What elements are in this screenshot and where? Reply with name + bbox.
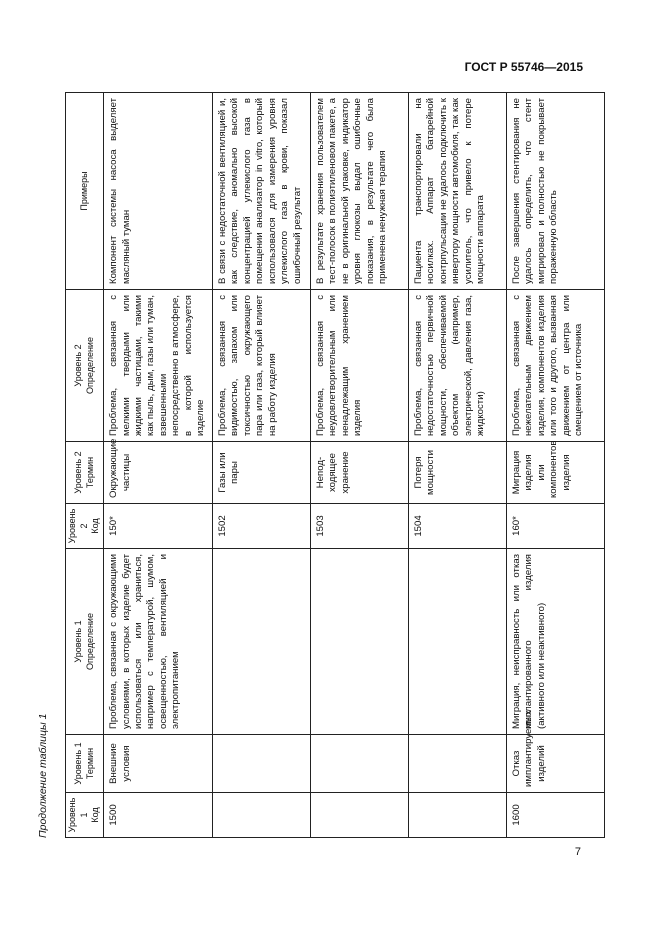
table-row: [310, 93, 408, 838]
cell-examples: После завершения стентирования не удалось определить, что стент мигрировал и полностью не покрывает пораженную область: [506, 93, 604, 290]
cell-l2-definition: Проблема, связанная с недостаточностью первичной мощности, обеспечиваемой объектом (например, электрической, давления газа, жидкости): [408, 290, 506, 442]
cell-l2-code: 160*: [506, 504, 604, 549]
page-number: 7: [574, 846, 581, 858]
cell-l2-code: 1504: [408, 504, 506, 549]
cell-l1-code: [212, 793, 310, 838]
header-l1-code: Уровень 1 Код: [66, 793, 104, 838]
cell-l1-code: 1500: [104, 793, 213, 838]
cell-l2-code: 150*: [104, 504, 213, 549]
header-l1-term: Уровень 1 Термин: [66, 735, 104, 793]
table-header-row: [66, 93, 104, 838]
cell-l1-term: Отказ имплантируемых изделий: [506, 735, 604, 793]
cell-examples: Пациента транспортировали на носилках. Аппарат батарейной контрпульсации не удалось подключить к инвертору мощности автомобиля, так как усилитель, что привело к потере мощности аппарата: [408, 93, 506, 290]
classification-table: [65, 92, 605, 838]
rotated-table-region: [37, 93, 585, 838]
cell-l1-term: Внешние условия: [104, 735, 213, 793]
cell-l2-definition: Проблема, связанная с мелкими твердыми или жидкими частицами, такими как пыль, дым, газы или туман, взвешенными непосредственно в атмосфере, в которой используется изделие: [104, 290, 213, 442]
cell-l2-definition: Проблема, связанная с неудовлетворительным или ненадлежащим хранением изделия: [310, 290, 408, 442]
cell-l2-code: 1502: [212, 504, 310, 549]
cell-l1-definition: Миграция, неисправность или отказ имплантированного изделия (активного или неактивного): [506, 549, 604, 735]
cell-l1-term: [408, 735, 506, 793]
cell-l2-term: Неподходящее хранение: [310, 442, 408, 504]
cell-l1-code: 1600: [506, 793, 604, 838]
header-examples: Примеры: [66, 93, 104, 290]
header-l2-code: Уровень 2 Код: [66, 504, 104, 549]
cell-l2-code: 1503: [310, 504, 408, 549]
cell-l1-code: [408, 793, 506, 838]
header-l1-definition: Уровень 1 Определение: [66, 549, 104, 735]
cell-l2-term: Газы или пары: [212, 442, 310, 504]
header-l2-term: Уровень 2 Термин: [66, 442, 104, 504]
table-caption: Продолжение таблицы 1: [37, 713, 49, 838]
cell-l1-definition: [408, 549, 506, 735]
table-row: [408, 93, 506, 838]
table-row: [212, 93, 310, 838]
cell-l2-term: Миграция изделия или компонентов изделия: [506, 442, 604, 504]
header-l2-definition: Уровень 2 Определение: [66, 290, 104, 442]
cell-l1-code: [310, 793, 408, 838]
cell-l1-term: [310, 735, 408, 793]
cell-l2-term: Окружающие частицы: [104, 442, 213, 504]
cell-l1-definition: Проблема, связанная с окружающими условиями, в которых изделие будет использоваться или храниться, например с температурой, шумом, освещенностью, вентиляцией и электропитанием: [104, 549, 213, 735]
cell-l2-definition: Проблема, связанная с видимостью, запахом или токсичностью окружающего пара или газа, который влияет на работу изделия: [212, 290, 310, 442]
cell-examples: В связи с недостаточной вентиляцией и, как следствие, аномально высокой концентрацией углекислого газа в помещении анализатор in vitro, который использовался для измерения уровня углекислого газа в крови, показал ошибочный результат: [212, 93, 310, 290]
cell-l1-term: [212, 735, 310, 793]
cell-l2-term: Потеря мощности: [408, 442, 506, 504]
cell-l1-definition: [212, 549, 310, 735]
cell-examples: Компонент системы насоса выделяет масляный туман: [104, 93, 213, 290]
table-row: [104, 93, 213, 838]
table-row: [506, 93, 604, 838]
cell-examples: В результате хранения пользователем тест-полосок в полиэтиленовом пакете, а не в оригинальной упаковке, индикатор уровня глюкозы выдал ошибочные показания, в результате чего была применена ненужная терапия: [310, 93, 408, 290]
cell-l2-definition: Проблема, связанная с нежелательным движением изделия, компонентов изделия или того и другого, вызванная движением от центра или смещением от источника: [506, 290, 604, 442]
rotated-content: [37, 93, 585, 838]
standard-number: ГОСТ Р 55746—2015: [464, 60, 583, 74]
cell-l1-definition: [310, 549, 408, 735]
